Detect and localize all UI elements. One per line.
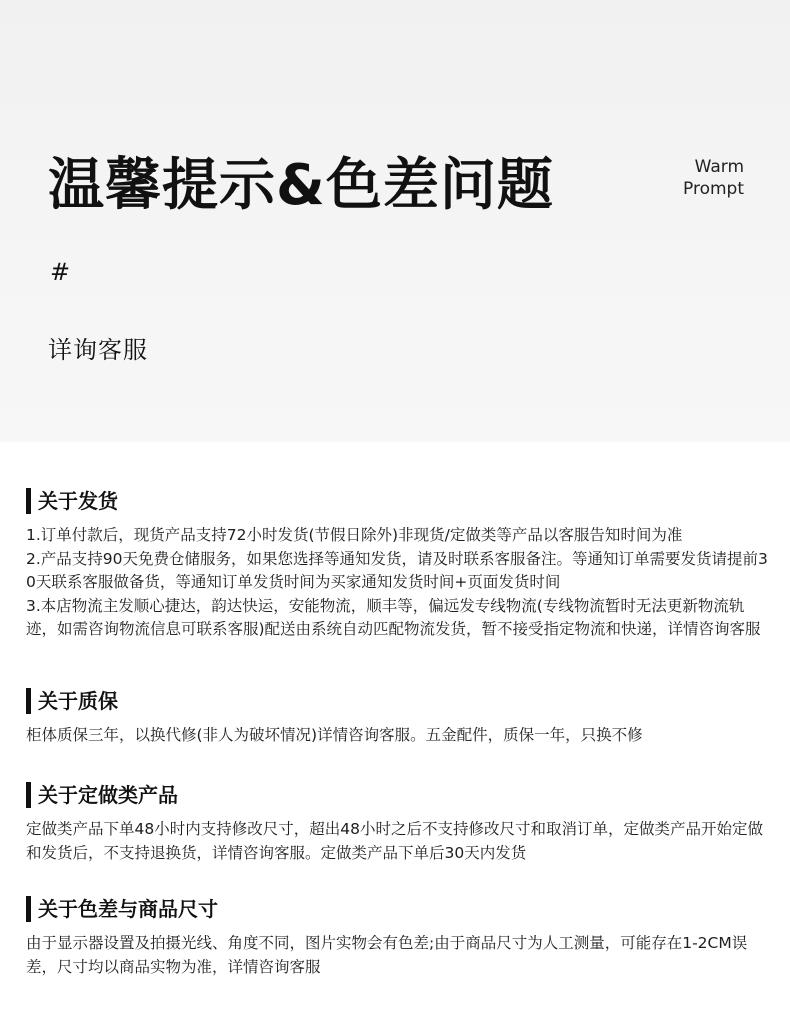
section-title: 关于质保 <box>38 689 118 713</box>
section-header <box>26 486 770 516</box>
hash-mark: # <box>50 258 71 286</box>
section-marker <box>26 782 31 808</box>
section-shipping <box>26 486 770 642</box>
hero-subtitle <box>683 156 744 200</box>
section-warranty <box>26 686 770 748</box>
paragraph: 1.订单付款后，现货产品支持72小时发货(节假日除外)非现货/定做类等产品以客服告知时间为准 <box>26 526 683 544</box>
section-header <box>26 780 770 810</box>
hero-subtitle-line2: Prompt <box>683 179 744 199</box>
section-body <box>26 724 770 748</box>
section-marker <box>26 688 31 714</box>
paragraph: 柜体质保三年，以换代修(非人为破坏情况)详情咨询客服。五金配件，质保一年，只换不修 <box>26 726 643 744</box>
paragraph: 2.产品支持90天免费仓储服务，如果您选择等通知发货，请及时联系客服备注。等通知订单需要发货请提前30天联系客服做备货，等通知订单发货时间为买家通知发货时间+页面发货时间 <box>26 549 768 591</box>
section-title: 关于发货 <box>38 489 118 513</box>
page-title: 温馨提示&色差问题 <box>48 153 554 218</box>
paragraph: 定做类产品下单48小时内支持修改尺寸，超出48小时之后不支持修改尺寸和取消订单，定做类产品开始定做和发货后，不支持退换货，详情咨询客服。定做类产品下单后30天内发货 <box>26 820 763 862</box>
paragraph: 由于显示器设置及拍摄光线、角度不同，图片实物会有色差;由于商品尺寸为人工测量，可能存在1-2CM误差，尺寸均以商品实物为准，详情咨询客服 <box>26 934 748 976</box>
hero-banner <box>0 0 790 442</box>
contact-text: 详询客服 <box>48 336 148 364</box>
section-header <box>26 686 770 716</box>
section-body <box>26 818 770 865</box>
hero-subtitle-line1: Warm <box>694 157 744 177</box>
section-title: 关于定做类产品 <box>38 783 178 807</box>
section-body <box>26 524 770 642</box>
section-marker <box>26 896 31 922</box>
section-body <box>26 932 770 979</box>
section-header <box>26 894 770 924</box>
section-title: 关于色差与商品尺寸 <box>38 897 218 921</box>
section-color-size <box>26 894 770 979</box>
section-custom-products <box>26 780 770 865</box>
paragraph: 3.本店物流主发顺心捷达，韵达快运，安能物流，顺丰等，偏远发专线物流(专线物流暂时无法更新物流轨迹，如需咨询物流信息可联系客服)配送由系统自动匹配物流发货，暂不接受指定物流和快递，详情咨询客服 <box>26 596 761 638</box>
section-marker <box>26 488 31 514</box>
